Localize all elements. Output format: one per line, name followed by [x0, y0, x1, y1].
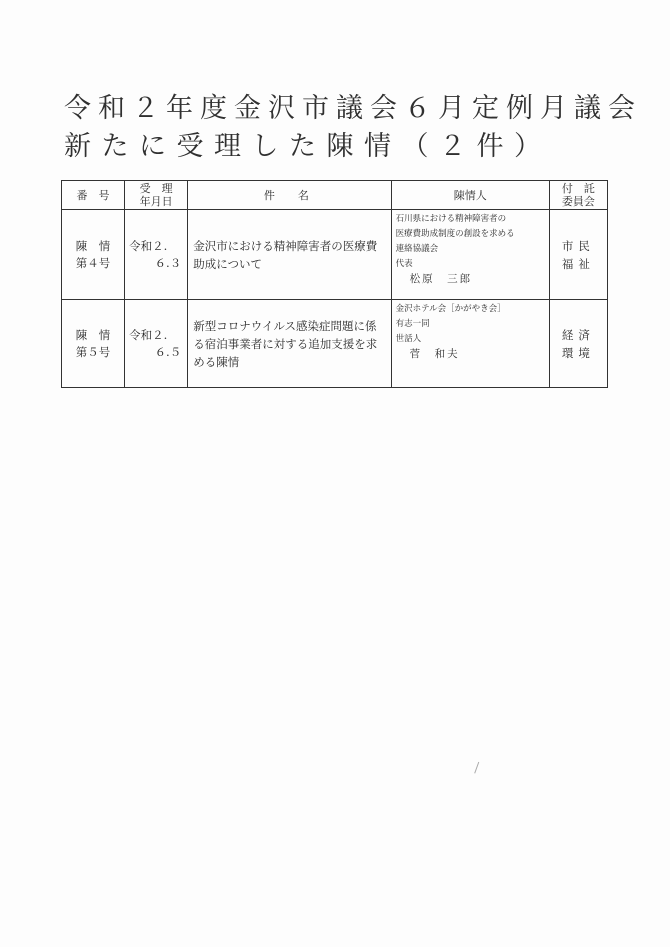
- petitioner-line: 金沢ホテル会［かがやき会］: [395, 304, 506, 314]
- received-date: [125, 210, 188, 300]
- received-date-line-1: 令和２.: [129, 327, 168, 342]
- petitioner-name: 松原 三郎: [409, 273, 473, 285]
- petitioner: [391, 300, 549, 388]
- table-row: [62, 210, 608, 300]
- petition-number-line-2: 第５号: [75, 344, 111, 359]
- header-date: [125, 181, 188, 210]
- table-header-row: [62, 181, 608, 210]
- committee-line-2: 福祉: [561, 256, 595, 271]
- header-subject: 件 名: [188, 181, 391, 210]
- received-date-line-2: ６.５: [154, 344, 182, 359]
- page-title-line-1: 令和２年度金沢市議会６月定例月議会: [64, 93, 642, 124]
- header-petitioner: 陳情人: [391, 181, 549, 210]
- committee-line-1: 経済: [561, 327, 595, 342]
- petitioner-line: 世話人: [395, 334, 422, 344]
- received-date-line-1: 令和２.: [129, 238, 168, 253]
- petitioner-line: 連絡協議会: [395, 244, 439, 254]
- page-title-line-2: 新たに受理した陳情（２件）: [64, 131, 552, 162]
- petition-number: [62, 210, 125, 300]
- committee-line-2: 環境: [561, 345, 595, 360]
- committee: [549, 300, 607, 388]
- committee: [549, 210, 607, 300]
- header-number: 番 号: [62, 181, 125, 210]
- header-committee: [549, 181, 607, 210]
- petition-table: [61, 180, 608, 388]
- petitioner-line: 代表: [395, 259, 413, 269]
- table-row: [62, 300, 608, 388]
- petition-number: [62, 300, 125, 388]
- petitioner-name: 菅 和夫: [409, 348, 460, 360]
- header-committee-line-2: 委員会: [561, 195, 595, 208]
- petition-number-line-1: 陳 情: [75, 327, 111, 342]
- header-committee-line-1: 付 託: [561, 182, 595, 195]
- petitioner-line: 石川県における精神障害者の: [395, 214, 507, 224]
- petition-subject: 新型コロナウイルス感染症問題に係る宿泊事業者に対する追加支援を求める陳情: [188, 300, 391, 388]
- petitioner-line: 医療費助成制度の創設を求める: [395, 229, 515, 239]
- petition-subject: 金沢市における精神障害者の医療費助成について: [188, 210, 391, 300]
- scan-mark: [474, 762, 487, 776]
- petitioner-line: 有志一同: [395, 319, 430, 329]
- committee-line-1: 市民: [561, 238, 595, 253]
- received-date: [125, 300, 188, 388]
- header-date-line-2: 年月日: [139, 195, 173, 208]
- header-date-line-1: 受 理: [139, 182, 173, 195]
- petitioner: [391, 210, 549, 300]
- petition-number-line-2: 第４号: [75, 255, 111, 270]
- received-date-line-2: ６.３: [154, 255, 182, 270]
- petition-number-line-1: 陳 情: [75, 238, 111, 253]
